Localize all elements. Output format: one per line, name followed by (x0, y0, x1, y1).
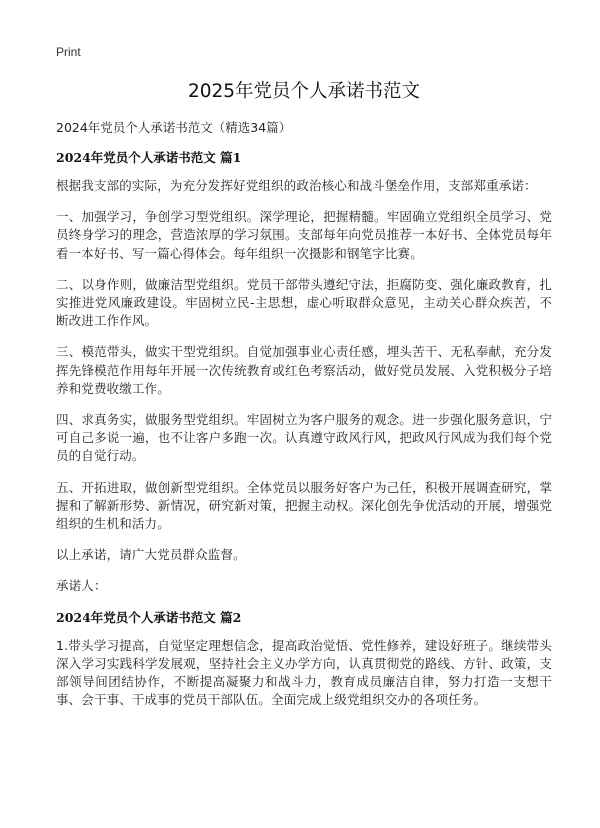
section-heading-1: 2024年党员个人承诺书范文 篇1 (56, 150, 242, 165)
section-heading-2: 2024年党员个人承诺书范文 篇2 (56, 609, 242, 625)
document-subtitle: 2024年党员个人承诺书范文（精选34篇） (56, 120, 292, 135)
paragraph-signatory: 承诺人： (56, 578, 107, 594)
paragraph-intro: 根据我支部的实际，为充分发挥好党组织的政治核心和战斗堡垒作用，支部郑重承诺： (56, 178, 537, 193)
print-label: Print (56, 45, 81, 59)
paragraph-point-1: 一、加强学习，争创学习型党组织。深学理论，把握精髓。牢固确立党组织全员学习、党员终身学习的理念，营造浓厚的学习氛围。支部每年向党员推荐一本好书、全体党员每年看一本好书、写一篇心得体会。每年组织一次摄影和钢笔字比赛。 (56, 209, 552, 261)
paragraph-point-3: 三、模范带头，做实干型党组织。自觉加强事业心责任感，埋头苦干、无私奉献，充分发挥先锋模范作用每年开展一次传统教育或红色考察活动，做好党员发展、入党积极分子培养和党费收缴工作。 (56, 344, 552, 396)
paragraph-item-1: 1.带头学习提高，自觉坚定理想信念，提高政治觉悟、党性修养，建设好班子。继续带头深入学习实践科学发展观，坚持社会主义办学方向，认真贯彻党的路线、方针、政策，支部领导间团结协作，不断提高凝聚力和战斗力，教育成员廉洁自律，努力打造一支想干事、会干事、干成事的党员干部队伍。全面完成上级党组织交办的各项任务。 (56, 637, 552, 708)
paragraph-point-5: 五、开拓进取，做创新型党组织。全体党员以服务好客户为己任，积极开展调查研究，掌握和了解新形势、新情况，研究新对策，把握主动权。深化创先争优活动的开展，增强党组织的生机和活力。 (56, 479, 552, 532)
paragraph-point-2: 二、以身作则，做廉洁型党组织。党员干部带头遵纪守法，拒腐防变、强化廉政教育，扎实推进党风廉政建设。牢固树立民-主思想，虚心听取群众意见，主动关心群众疾苦，不断改进工作作风。 (56, 276, 552, 329)
section-1 (56, 149, 552, 596)
section-2 (56, 609, 552, 710)
page-title: 2025年党员个人承诺书范文 (187, 81, 421, 102)
paragraph-point-4: 四、求真务实，做服务型党组织。牢固树立为客户服务的观念。进一步强化服务意识，宁可自己多说一遍，也不让客户多跑一次。认真遵守政风行风，把政风行风成为我们每个党员的自觉行动。 (56, 412, 552, 464)
paragraph-supervision: 以上承诺，请广大党员群众监督。 (56, 547, 246, 563)
